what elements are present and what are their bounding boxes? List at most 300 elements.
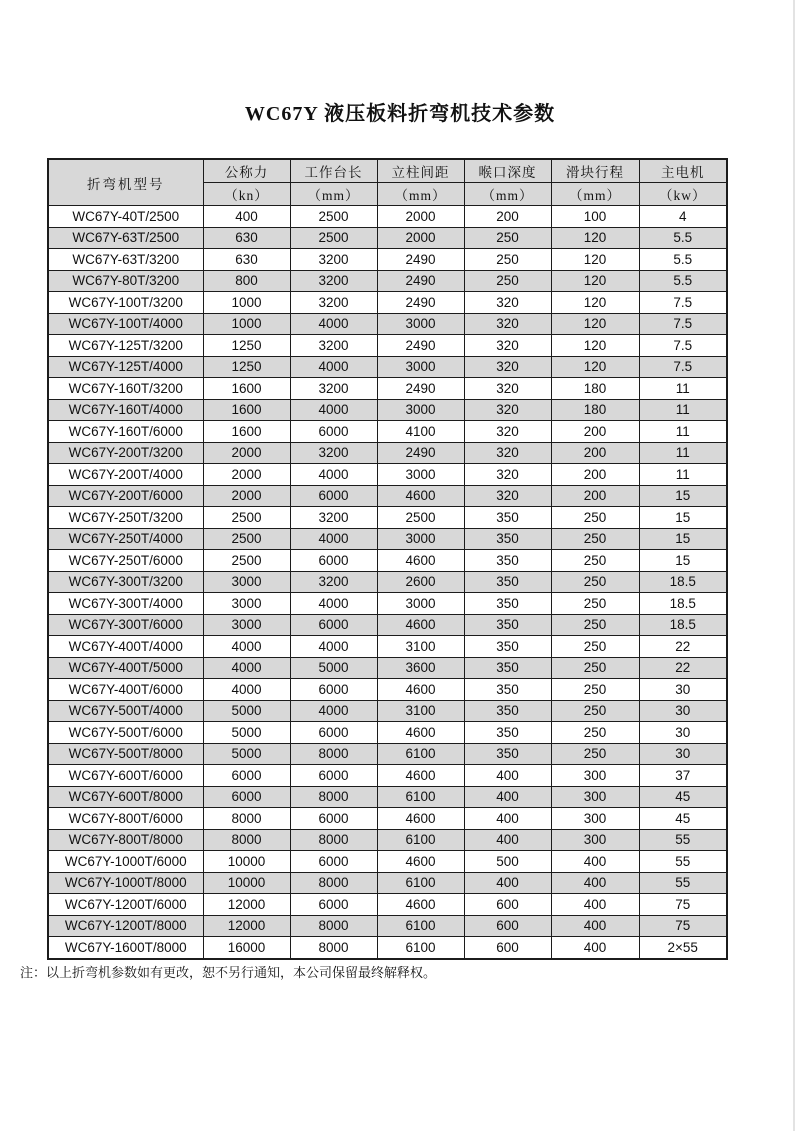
value-cell: 8000 <box>203 829 290 851</box>
model-cell: WC67Y-160T/3200 <box>48 378 203 400</box>
value-cell: 3000 <box>377 399 464 421</box>
value-cell: 320 <box>464 292 551 314</box>
header-row-labels <box>48 159 727 183</box>
model-cell: WC67Y-300T/6000 <box>48 614 203 636</box>
value-cell: 3000 <box>377 464 464 486</box>
model-cell: WC67Y-63T/2500 <box>48 227 203 249</box>
value-cell: 250 <box>551 593 639 615</box>
value-cell: 7.5 <box>639 313 727 335</box>
model-cell: WC67Y-300T/4000 <box>48 593 203 615</box>
value-cell: 55 <box>639 851 727 873</box>
value-cell: 11 <box>639 378 727 400</box>
value-cell: 250 <box>551 528 639 550</box>
value-cell: 4000 <box>290 636 377 658</box>
value-cell: 200 <box>551 421 639 443</box>
value-cell: 8000 <box>290 743 377 765</box>
value-cell: 15 <box>639 528 727 550</box>
value-cell: 4600 <box>377 485 464 507</box>
value-cell: 3200 <box>290 335 377 357</box>
value-cell: 400 <box>551 915 639 937</box>
value-cell: 6000 <box>290 765 377 787</box>
model-cell: WC67Y-63T/3200 <box>48 249 203 271</box>
value-cell: 120 <box>551 335 639 357</box>
model-cell: WC67Y-300T/3200 <box>48 571 203 593</box>
value-cell: 300 <box>551 786 639 808</box>
value-cell: 4600 <box>377 550 464 572</box>
value-cell: 8000 <box>290 915 377 937</box>
value-cell: 320 <box>464 378 551 400</box>
model-cell: WC67Y-200T/3200 <box>48 442 203 464</box>
value-cell: 400 <box>551 872 639 894</box>
value-cell: 350 <box>464 550 551 572</box>
table-row <box>48 872 727 894</box>
table-row <box>48 636 727 658</box>
table-row <box>48 593 727 615</box>
value-cell: 55 <box>639 872 727 894</box>
value-cell: 4600 <box>377 765 464 787</box>
value-cell: 5000 <box>203 700 290 722</box>
value-cell: 6100 <box>377 786 464 808</box>
value-cell: 3000 <box>377 593 464 615</box>
value-cell: 120 <box>551 249 639 271</box>
value-cell: 75 <box>639 915 727 937</box>
value-cell: 3000 <box>377 528 464 550</box>
value-cell: 4000 <box>290 464 377 486</box>
value-cell: 300 <box>551 808 639 830</box>
model-cell: WC67Y-800T/8000 <box>48 829 203 851</box>
value-cell: 200 <box>551 442 639 464</box>
value-cell: 4600 <box>377 808 464 830</box>
value-cell: 6100 <box>377 829 464 851</box>
value-cell: 3000 <box>377 356 464 378</box>
value-cell: 6000 <box>290 851 377 873</box>
value-cell: 6000 <box>290 614 377 636</box>
value-cell: 200 <box>551 464 639 486</box>
value-cell: 600 <box>464 894 551 916</box>
value-cell: 250 <box>551 679 639 701</box>
value-cell: 12000 <box>203 915 290 937</box>
value-cell: 600 <box>464 937 551 959</box>
value-cell: 2×55 <box>639 937 727 959</box>
value-cell: 3200 <box>290 442 377 464</box>
value-cell: 400 <box>464 786 551 808</box>
value-cell: 2490 <box>377 378 464 400</box>
value-cell: 4100 <box>377 421 464 443</box>
value-cell: 350 <box>464 636 551 658</box>
model-cell: WC67Y-160T/6000 <box>48 421 203 443</box>
table-row <box>48 227 727 249</box>
value-cell: 400 <box>551 937 639 959</box>
table-row <box>48 765 727 787</box>
value-cell: 2500 <box>203 507 290 529</box>
value-cell: 7.5 <box>639 292 727 314</box>
value-cell: 4600 <box>377 679 464 701</box>
value-cell: 4600 <box>377 722 464 744</box>
value-cell: 75 <box>639 894 727 916</box>
value-cell: 250 <box>551 722 639 744</box>
model-cell: WC67Y-1000T/6000 <box>48 851 203 873</box>
model-cell: WC67Y-800T/6000 <box>48 808 203 830</box>
value-cell: 11 <box>639 442 727 464</box>
value-cell: 6000 <box>290 894 377 916</box>
model-cell: WC67Y-400T/4000 <box>48 636 203 658</box>
value-cell: 2000 <box>203 442 290 464</box>
value-cell: 2500 <box>203 528 290 550</box>
value-cell: 3100 <box>377 700 464 722</box>
value-cell: 3000 <box>203 593 290 615</box>
value-cell: 6100 <box>377 937 464 959</box>
model-cell: WC67Y-100T/4000 <box>48 313 203 335</box>
table-row <box>48 292 727 314</box>
model-cell: WC67Y-600T/8000 <box>48 786 203 808</box>
value-cell: 320 <box>464 442 551 464</box>
model-cell: WC67Y-500T/4000 <box>48 700 203 722</box>
table-row <box>48 378 727 400</box>
value-cell: 15 <box>639 485 727 507</box>
value-cell: 4000 <box>290 356 377 378</box>
table-body <box>48 206 727 959</box>
table-row <box>48 206 727 228</box>
value-cell: 6100 <box>377 743 464 765</box>
value-cell: 320 <box>464 356 551 378</box>
value-cell: 18.5 <box>639 571 727 593</box>
value-cell: 350 <box>464 700 551 722</box>
table-row <box>48 270 727 292</box>
value-cell: 3100 <box>377 636 464 658</box>
value-cell: 4600 <box>377 614 464 636</box>
value-cell: 6000 <box>290 722 377 744</box>
value-cell: 22 <box>639 636 727 658</box>
value-cell: 320 <box>464 485 551 507</box>
value-cell: 250 <box>464 270 551 292</box>
value-cell: 4000 <box>203 679 290 701</box>
value-cell: 6000 <box>290 485 377 507</box>
value-cell: 4000 <box>290 593 377 615</box>
value-cell: 2500 <box>290 206 377 228</box>
value-cell: 250 <box>464 249 551 271</box>
value-cell: 2490 <box>377 249 464 271</box>
value-cell: 350 <box>464 507 551 529</box>
page-title: WC67Y 液压板料折弯机技术参数 <box>244 103 556 125</box>
value-cell: 250 <box>551 743 639 765</box>
value-cell: 4600 <box>377 894 464 916</box>
value-cell: 6000 <box>203 786 290 808</box>
value-cell: 2490 <box>377 292 464 314</box>
value-cell: 4000 <box>290 700 377 722</box>
table-row <box>48 743 727 765</box>
value-cell: 800 <box>203 270 290 292</box>
column-header-column-distance: 立柱间距 <box>377 159 464 183</box>
value-cell: 5000 <box>290 657 377 679</box>
value-cell: 6100 <box>377 915 464 937</box>
value-cell: 10000 <box>203 872 290 894</box>
table-row <box>48 915 727 937</box>
value-cell: 600 <box>464 915 551 937</box>
value-cell: 500 <box>464 851 551 873</box>
value-cell: 1000 <box>203 313 290 335</box>
value-cell: 250 <box>464 227 551 249</box>
unit-ram-stroke: （mm） <box>551 183 639 206</box>
value-cell: 200 <box>464 206 551 228</box>
value-cell: 7.5 <box>639 335 727 357</box>
value-cell: 15 <box>639 507 727 529</box>
value-cell: 7.5 <box>639 356 727 378</box>
model-cell: WC67Y-500T/6000 <box>48 722 203 744</box>
model-cell: WC67Y-80T/3200 <box>48 270 203 292</box>
value-cell: 1000 <box>203 292 290 314</box>
value-cell: 3200 <box>290 571 377 593</box>
value-cell: 350 <box>464 743 551 765</box>
value-cell: 300 <box>551 765 639 787</box>
unit-main-motor: （kw） <box>639 183 727 206</box>
value-cell: 400 <box>551 894 639 916</box>
table-row <box>48 507 727 529</box>
table-row <box>48 851 727 873</box>
value-cell: 2000 <box>203 485 290 507</box>
value-cell: 2500 <box>290 227 377 249</box>
table-row <box>48 786 727 808</box>
column-header-worktable-length: 工作台长 <box>290 159 377 183</box>
value-cell: 4000 <box>203 636 290 658</box>
value-cell: 8000 <box>290 937 377 959</box>
value-cell: 10000 <box>203 851 290 873</box>
value-cell: 4 <box>639 206 727 228</box>
value-cell: 8000 <box>290 872 377 894</box>
value-cell: 3200 <box>290 249 377 271</box>
value-cell: 1250 <box>203 335 290 357</box>
value-cell: 18.5 <box>639 614 727 636</box>
value-cell: 350 <box>464 679 551 701</box>
value-cell: 320 <box>464 464 551 486</box>
value-cell: 2500 <box>377 507 464 529</box>
value-cell: 55 <box>639 829 727 851</box>
value-cell: 400 <box>464 808 551 830</box>
value-cell: 120 <box>551 270 639 292</box>
table-row <box>48 700 727 722</box>
value-cell: 100 <box>551 206 639 228</box>
value-cell: 45 <box>639 786 727 808</box>
table-row <box>48 249 727 271</box>
table-row <box>48 937 727 959</box>
value-cell: 2490 <box>377 270 464 292</box>
model-cell: WC67Y-600T/6000 <box>48 765 203 787</box>
value-cell: 120 <box>551 313 639 335</box>
value-cell: 400 <box>464 765 551 787</box>
value-cell: 4000 <box>203 657 290 679</box>
value-cell: 4000 <box>290 313 377 335</box>
value-cell: 3000 <box>377 313 464 335</box>
table-row <box>48 528 727 550</box>
value-cell: 180 <box>551 378 639 400</box>
model-cell: WC67Y-100T/3200 <box>48 292 203 314</box>
unit-nominal-force: （kn） <box>203 183 290 206</box>
value-cell: 11 <box>639 399 727 421</box>
model-cell: WC67Y-1600T/8000 <box>48 937 203 959</box>
value-cell: 350 <box>464 614 551 636</box>
model-cell: WC67Y-1200T/6000 <box>48 894 203 916</box>
value-cell: 37 <box>639 765 727 787</box>
value-cell: 6000 <box>290 550 377 572</box>
value-cell: 320 <box>464 335 551 357</box>
table-row <box>48 550 727 572</box>
value-cell: 5000 <box>203 722 290 744</box>
model-cell: WC67Y-400T/6000 <box>48 679 203 701</box>
value-cell: 6000 <box>290 808 377 830</box>
model-cell: WC67Y-1000T/8000 <box>48 872 203 894</box>
table-row <box>48 829 727 851</box>
value-cell: 3200 <box>290 292 377 314</box>
value-cell: 320 <box>464 313 551 335</box>
value-cell: 30 <box>639 679 727 701</box>
footnote <box>20 962 436 981</box>
value-cell: 1600 <box>203 378 290 400</box>
value-cell: 22 <box>639 657 727 679</box>
value-cell: 320 <box>464 421 551 443</box>
value-cell: 250 <box>551 571 639 593</box>
table-row <box>48 614 727 636</box>
table-row <box>48 808 727 830</box>
value-cell: 30 <box>639 700 727 722</box>
value-cell: 2490 <box>377 442 464 464</box>
value-cell: 11 <box>639 421 727 443</box>
value-cell: 350 <box>464 528 551 550</box>
footnote-prefix: 注： <box>20 965 47 980</box>
value-cell: 6100 <box>377 872 464 894</box>
value-cell: 2490 <box>377 335 464 357</box>
model-cell: WC67Y-160T/4000 <box>48 399 203 421</box>
value-cell: 350 <box>464 593 551 615</box>
value-cell: 400 <box>203 206 290 228</box>
value-cell: 300 <box>551 829 639 851</box>
value-cell: 400 <box>464 829 551 851</box>
value-cell: 250 <box>551 550 639 572</box>
value-cell: 5000 <box>203 743 290 765</box>
unit-throat-depth: （mm） <box>464 183 551 206</box>
value-cell: 2000 <box>377 227 464 249</box>
footnote-text: 以上折弯机参数如有更改，恕不另行通知，本公司保留最终解释权。 <box>46 965 437 980</box>
value-cell: 3000 <box>203 614 290 636</box>
value-cell: 2500 <box>203 550 290 572</box>
table-row <box>48 313 727 335</box>
value-cell: 5.5 <box>639 270 727 292</box>
table-row <box>48 571 727 593</box>
value-cell: 120 <box>551 292 639 314</box>
model-cell: WC67Y-500T/8000 <box>48 743 203 765</box>
unit-worktable-length: （mm） <box>290 183 377 206</box>
unit-column-distance: （mm） <box>377 183 464 206</box>
value-cell: 3000 <box>203 571 290 593</box>
value-cell: 2000 <box>377 206 464 228</box>
value-cell: 5.5 <box>639 227 727 249</box>
table-row <box>48 356 727 378</box>
value-cell: 2600 <box>377 571 464 593</box>
value-cell: 120 <box>551 227 639 249</box>
value-cell: 200 <box>551 485 639 507</box>
value-cell: 5.5 <box>639 249 727 271</box>
model-cell: WC67Y-40T/2500 <box>48 206 203 228</box>
table-row <box>48 657 727 679</box>
spec-table <box>47 158 728 960</box>
model-cell: WC67Y-250T/3200 <box>48 507 203 529</box>
page-edge-shadow <box>793 0 795 1131</box>
model-cell: WC67Y-125T/4000 <box>48 356 203 378</box>
value-cell: 120 <box>551 356 639 378</box>
value-cell: 3200 <box>290 270 377 292</box>
value-cell: 3200 <box>290 507 377 529</box>
value-cell: 3600 <box>377 657 464 679</box>
value-cell: 12000 <box>203 894 290 916</box>
model-cell: WC67Y-200T/6000 <box>48 485 203 507</box>
value-cell: 180 <box>551 399 639 421</box>
value-cell: 45 <box>639 808 727 830</box>
value-cell: 2000 <box>203 464 290 486</box>
value-cell: 320 <box>464 399 551 421</box>
table-row <box>48 722 727 744</box>
table-row <box>48 442 727 464</box>
value-cell: 250 <box>551 657 639 679</box>
model-cell: WC67Y-250T/4000 <box>48 528 203 550</box>
table-row <box>48 894 727 916</box>
value-cell: 4000 <box>290 399 377 421</box>
column-header-throat-depth: 喉口深度 <box>464 159 551 183</box>
column-header-ram-stroke: 滑块行程 <box>551 159 639 183</box>
column-header-nominal-force: 公称力 <box>203 159 290 183</box>
value-cell: 400 <box>464 872 551 894</box>
value-cell: 30 <box>639 722 727 744</box>
value-cell: 6000 <box>290 421 377 443</box>
value-cell: 250 <box>551 636 639 658</box>
value-cell: 1600 <box>203 399 290 421</box>
value-cell: 350 <box>464 722 551 744</box>
value-cell: 350 <box>464 571 551 593</box>
value-cell: 250 <box>551 507 639 529</box>
column-header-model: 折弯机型号 <box>48 159 203 206</box>
model-cell: WC67Y-125T/3200 <box>48 335 203 357</box>
value-cell: 8000 <box>290 786 377 808</box>
table-row <box>48 679 727 701</box>
model-cell: WC67Y-400T/5000 <box>48 657 203 679</box>
value-cell: 4600 <box>377 851 464 873</box>
value-cell: 18.5 <box>639 593 727 615</box>
value-cell: 6000 <box>203 765 290 787</box>
table-header <box>48 159 727 206</box>
value-cell: 8000 <box>290 829 377 851</box>
value-cell: 4000 <box>290 528 377 550</box>
value-cell: 350 <box>464 657 551 679</box>
value-cell: 250 <box>551 700 639 722</box>
table-row <box>48 464 727 486</box>
table-row <box>48 485 727 507</box>
table-row <box>48 421 727 443</box>
value-cell: 630 <box>203 227 290 249</box>
value-cell: 15 <box>639 550 727 572</box>
table-row <box>48 399 727 421</box>
value-cell: 400 <box>551 851 639 873</box>
model-cell: WC67Y-1200T/8000 <box>48 915 203 937</box>
model-cell: WC67Y-250T/6000 <box>48 550 203 572</box>
value-cell: 1600 <box>203 421 290 443</box>
model-cell: WC67Y-200T/4000 <box>48 464 203 486</box>
value-cell: 16000 <box>203 937 290 959</box>
value-cell: 630 <box>203 249 290 271</box>
value-cell: 3200 <box>290 378 377 400</box>
value-cell: 11 <box>639 464 727 486</box>
value-cell: 8000 <box>203 808 290 830</box>
table-row <box>48 335 727 357</box>
value-cell: 30 <box>639 743 727 765</box>
value-cell: 6000 <box>290 679 377 701</box>
value-cell: 1250 <box>203 356 290 378</box>
